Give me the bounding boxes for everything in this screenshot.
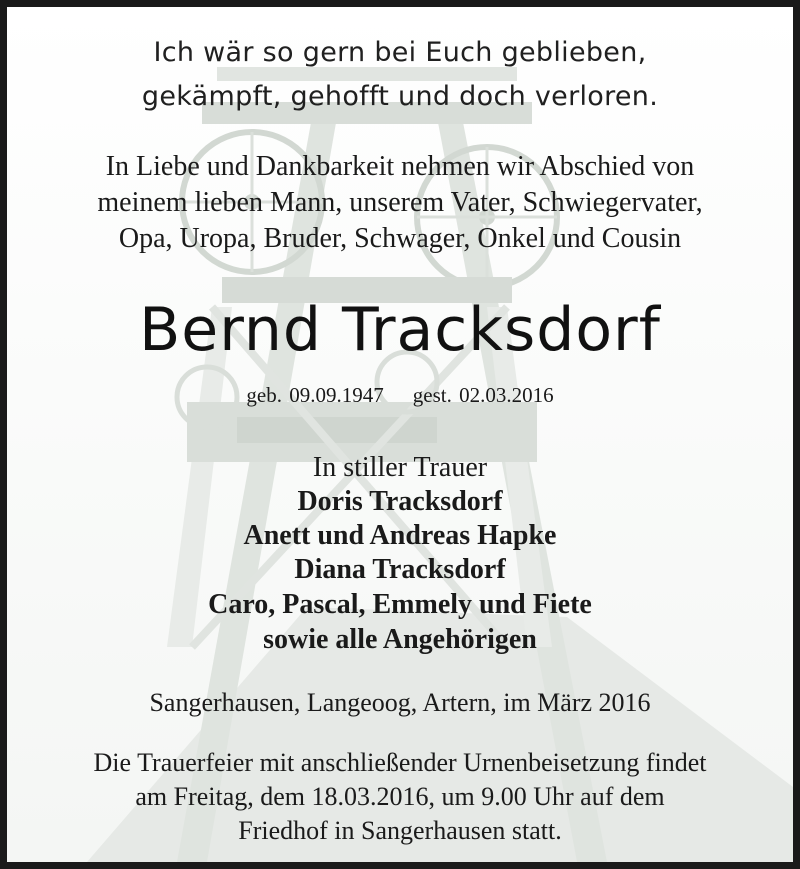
- deceased-name: Bernd Tracksdorf: [139, 295, 661, 365]
- mourner-name: Caro, Pascal, Emmely und Fiete: [208, 589, 592, 620]
- poem-line-2: gekämpft, gehofft und doch verloren.: [141, 81, 659, 112]
- ceremony-line-3: Friedhof in Sangerhausen statt.: [238, 816, 562, 845]
- place-and-date: Sangerhausen, Langeoog, Artern, im März 2016: [149, 688, 651, 717]
- intro-line-2: meinem lieben Mann, unserem Vater, Schwiegervater,: [97, 187, 703, 218]
- mourners-heading: In stiller Trauer: [312, 452, 488, 483]
- mourner-name: Diana Tracksdorf: [294, 554, 506, 585]
- poem-line-1: Ich wär so gern bei Euch geblieben,: [153, 37, 647, 68]
- mourner-name: Doris Tracksdorf: [297, 486, 503, 517]
- death-date: gest. 02.03.2016: [412, 383, 554, 407]
- ceremony-line-2: am Freitag, dem 18.03.2016, um 9.00 Uhr auf dem: [135, 782, 665, 811]
- intro-line-3: Opa, Uropa, Bruder, Schwager, Onkel und Cousin: [118, 223, 682, 254]
- intro-line-1: In Liebe und Dankbarkeit nehmen wir Abschied von: [105, 151, 695, 182]
- ceremony-line-1: Die Trauerfeier mit anschließender Urnenbeisetzung findet: [93, 748, 707, 777]
- mourner-name: sowie alle Angehörigen: [263, 624, 537, 655]
- life-dates: [7, 383, 793, 408]
- birth-date: geb. 09.09.1947: [246, 383, 384, 407]
- mourner-name: Anett und Andreas Hapke: [243, 520, 557, 551]
